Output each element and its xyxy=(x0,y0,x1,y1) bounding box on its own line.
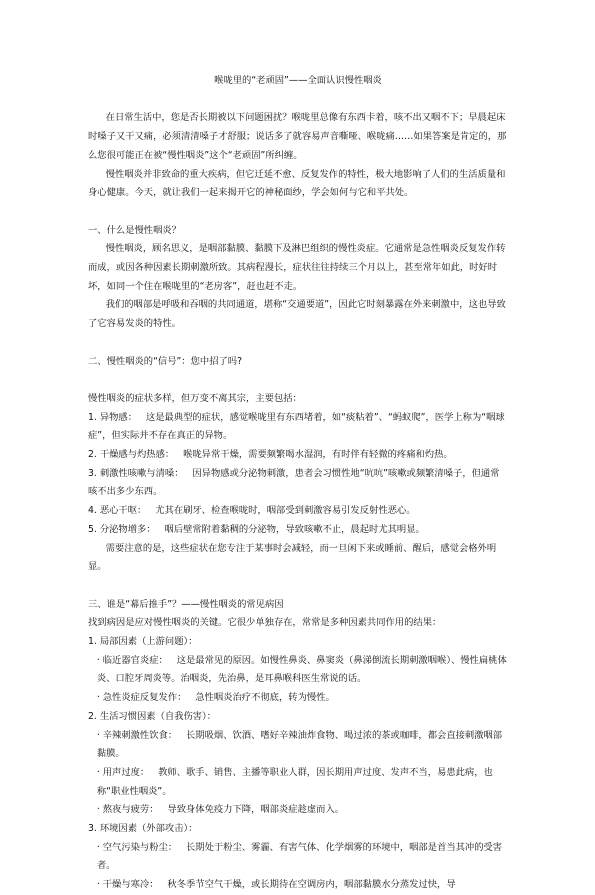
list-item-label: 5. 分泌物增多： xyxy=(88,523,156,535)
list-item xyxy=(88,446,508,465)
group-label: 1. 局部因素（上游问题）： xyxy=(88,636,198,648)
list-item xyxy=(88,652,508,689)
body-paragraph: 找到病因是应对慢性咽炎的关键。它很少单独存在，常常是多种因素共同作用的结果： xyxy=(88,617,442,629)
list-item-text: 这是最典型的症状，感觉喉咙里有东西堵着，如“痰粘着”、“蚂蚁爬”，医学上称为“咽球症”，但实际并不存在真正的异物。 xyxy=(88,411,505,442)
list-item-label: · 急性炎症反复发作： xyxy=(96,692,187,704)
list-item-text: 长期吸烟、饮酒、嗜好辛辣油炸食物、喝过浓的茶或咖啡，都会直接刺激咽部黏膜。 xyxy=(96,729,503,760)
document-page xyxy=(88,72,508,895)
body-paragraph: 慢性咽炎，顾名思义，是咽部黏膜、黏膜下及淋巴组织的慢性炎症。它通常是急性咽炎反复发作转而成，或因各种因素长期刺激所致。其病程漫长，症状往往持续三个月以上，甚至常年如此，时好时坏，如同一个住在喉咙里的“老房客”，赶也赶不走。 xyxy=(88,243,506,292)
document-title: 喉咙里的“老顽固”——全面认识慢性咽炎 xyxy=(214,75,382,86)
list-item xyxy=(88,689,508,708)
group-label: 3. 环境因素（外部攻击）： xyxy=(88,823,198,835)
group-label: 2. 生活习惯因素（自我伤害）： xyxy=(88,710,217,722)
list-item-label: 1. 异物感： xyxy=(88,411,138,423)
section-heading: 二、慢性咽炎的“信号”：您中招了吗? xyxy=(88,355,243,367)
body-paragraph: 我们的咽部是呼吸和吞咽的共同通道，堪称“交通要道”，因此它时刻暴露在外来刺激中，这也导致了它容易发炎的特性。 xyxy=(88,299,506,330)
list-item-text: 长期处于粉尘、雾霾、有害气体、化学烟雾的环境中，咽部是首当其冲的受害者。 xyxy=(96,841,503,872)
list-item-label: 2. 干燥感与灼热感： xyxy=(88,449,175,460)
list-item-label: · 临近器官炎症： xyxy=(96,654,168,666)
list-item-text: 秋冬季节空气干燥，或长期待在空调房内，咽部黏膜水分蒸发过快，导 xyxy=(167,879,456,891)
list-item-text: 因异物感或分泌物刺激，患者会习惯性地“吭吭”咳嗽或频繁清嗓子，但通常咳不出多少东西。 xyxy=(88,467,500,498)
list-item-label: · 辛辣刺激性饮食： xyxy=(96,729,178,741)
list-item xyxy=(88,521,508,540)
note-paragraph: 需要注意的是，这些症状在您专注于某事时会减轻，而一旦闲下来或睡前、醒后，感觉会格外明显。 xyxy=(88,542,497,573)
list-item-label: · 空气污染与粉尘： xyxy=(96,841,178,853)
list-item-text: 导致身体免疫力下降，咽部炎症趁虚而入。 xyxy=(167,804,345,816)
intro-paragraph: 慢性咽炎并非致命的重大疾病，但它迁延不愈、反复发作的特性，极大地影响了人们的生活质量和身心健康。今天，就让我们一起来揭开它的神秘面纱，学会如何与它和平共处。 xyxy=(88,168,506,199)
list-item-text: 喉咙异常干燥，需要频繁喝水湿润，有时伴有轻微的疼痛和灼热。 xyxy=(183,449,453,460)
list-item xyxy=(88,727,508,764)
list-item xyxy=(88,876,508,895)
list-item-text: 尤其在刷牙、检查喉咙时，咽部受到刺激容易引发反射性恶心。 xyxy=(155,505,416,517)
list-item xyxy=(88,839,508,876)
list-item-text: 急性咽炎治疗不彻底，转为慢性。 xyxy=(195,692,335,704)
list-item-text: 咽后壁常附着黏稠的分泌物，导致咳嗽不止，晨起时尤其明显。 xyxy=(164,523,425,535)
section-heading: 三、谁是“幕后推手”？——慢性咽炎的常见病因 xyxy=(88,598,284,610)
list-item-label: · 干燥与寒冷： xyxy=(96,879,159,891)
list-item xyxy=(88,764,508,801)
list-item-label: · 用声过度： xyxy=(96,766,150,778)
intro-paragraph: 在日常生活中，您是否长期被以下问题困扰？喉咙里总像有东西卡着，咳不出又咽不下；早晨起床时嗓子又干又痛，必须清清嗓子才舒服；说话多了就容易声音嘶哑、喉咙痛……如果答案是肯定的，那么您很可能正在被“慢性咽炎”这个“老顽固”所纠缠。 xyxy=(88,112,507,161)
list-item-label: 4. 恶心干呕： xyxy=(88,505,147,517)
list-item xyxy=(88,801,508,820)
list-item xyxy=(88,502,508,521)
list-item-text: 这是最常见的原因。如慢性鼻炎、鼻窦炎（鼻涕倒流长期刺激咽喉）、慢性扁桃体炎、口腔牙周炎等。治咽炎，先治鼻，是耳鼻喉科医生常说的话。 xyxy=(96,654,507,685)
body-paragraph: 慢性咽炎的症状多样，但万变不离其宗，主要包括： xyxy=(88,392,302,404)
section-heading: 一、什么是慢性咽炎？ xyxy=(88,224,181,236)
list-item-text: 教师、歌手、销售、主播等职业人群，因长期用声过度、发声不当，易患此病，也称“职业性咽炎”。 xyxy=(96,766,493,797)
list-item xyxy=(88,409,508,446)
list-item-label: · 熬夜与疲劳： xyxy=(96,804,159,816)
list-item xyxy=(88,465,508,502)
list-item-label: 3. 刺激性咳嗽与清嗓： xyxy=(88,467,184,479)
